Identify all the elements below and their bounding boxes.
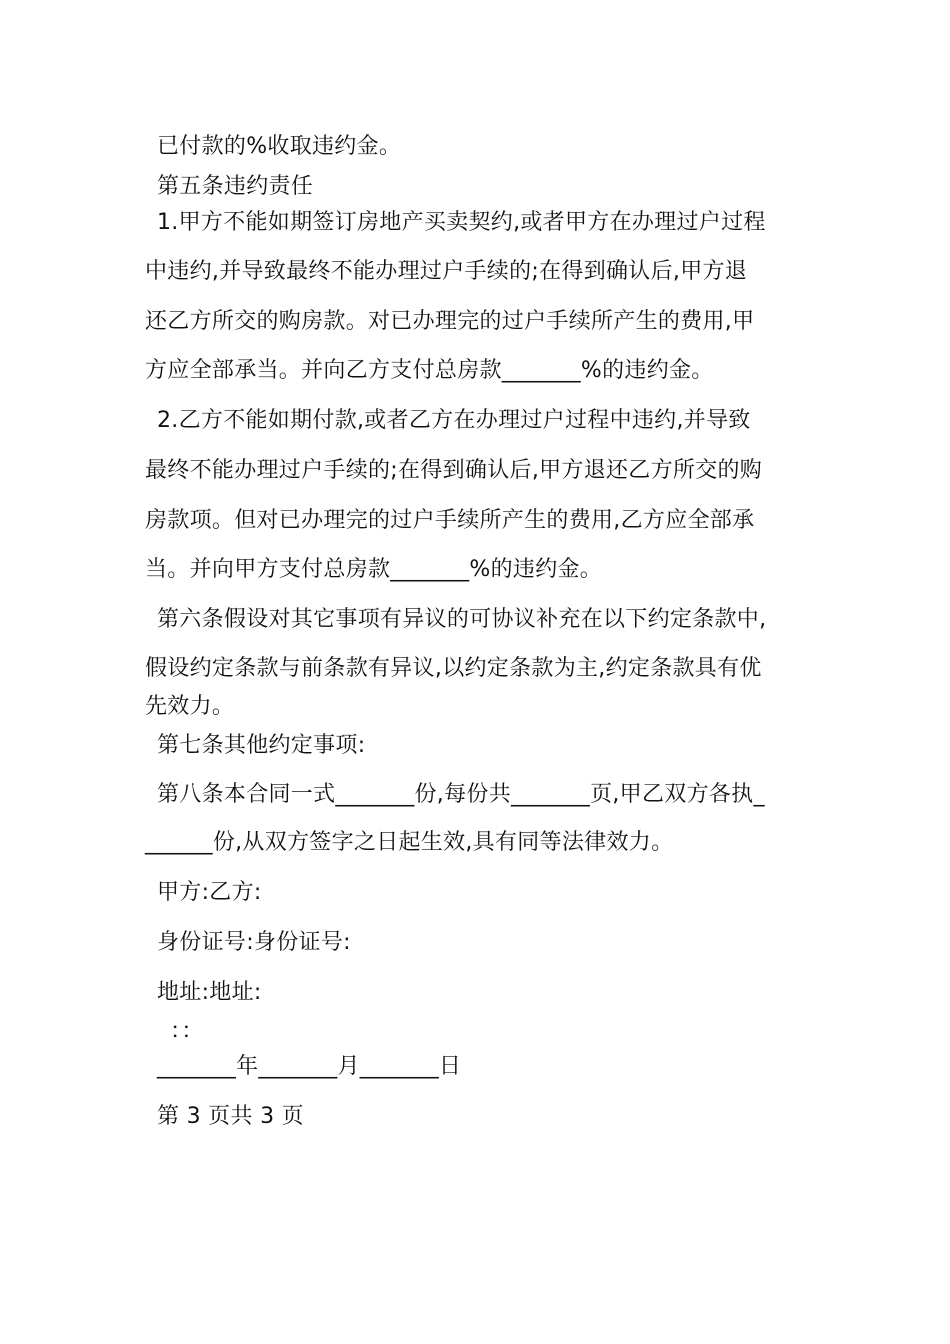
text-line-4: 中违约,并导致最终不能办理过户手续的;在得到确认后,甲方退 bbox=[145, 259, 748, 284]
text-line-3: 1.甲方不能如期签订房地产买卖契约,或者甲方在办理过户过程 bbox=[157, 210, 766, 235]
text-line-10: 当。并向甲方支付总房款_______%的违约金。 bbox=[145, 557, 603, 582]
text-line-12: 假设约定条款与前条款有异议,以约定条款为主,约定条款具有优 bbox=[145, 656, 762, 681]
text-line-1: 已付款的%收取违约金。 bbox=[157, 134, 402, 159]
page-number: 第 3 页共 3 页 bbox=[157, 1104, 304, 1129]
text-line-17: 甲方:乙方: bbox=[157, 880, 262, 905]
text-line-14: 第七条其他约定事项: bbox=[157, 733, 366, 758]
text-line-16: ______份,从双方签字之日起生效,具有同等法律效力。 bbox=[145, 830, 674, 855]
text-line-11: 第六条假设对其它事项有异议的可协议补充在以下约定条款中, bbox=[157, 607, 767, 632]
text-line-2: 第五条违约责任 bbox=[157, 174, 314, 199]
text-line-5: 还乙方所交的购房款。对已办理完的过户手续所产生的费用,甲 bbox=[145, 309, 755, 334]
text-line-9: 房款项。但对已办理完的过户手续所产生的费用,乙方应全部承 bbox=[145, 508, 755, 533]
text-line-15: 第八条本合同一式_______份,每份共_______页,甲乙双方各执_ bbox=[157, 782, 765, 807]
text-line-8: 最终不能办理过户手续的;在得到确认后,甲方退还乙方所交的购 bbox=[145, 458, 763, 483]
text-line-21: _______年_______月_______日 bbox=[157, 1054, 462, 1079]
text-line-19: 地址:地址: bbox=[157, 980, 262, 1005]
text-line-6: 方应全部承当。并向乙方支付总房款_______%的违约金。 bbox=[145, 358, 714, 383]
text-line-13: 先效力。 bbox=[145, 694, 235, 719]
text-line-18: 身份证号:身份证号: bbox=[157, 930, 351, 955]
text-line-7: 2.乙方不能如期付款,或者乙方在办理过户过程中违约,并导致 bbox=[157, 408, 751, 433]
text-line-20: ：： bbox=[170, 1019, 204, 1044]
